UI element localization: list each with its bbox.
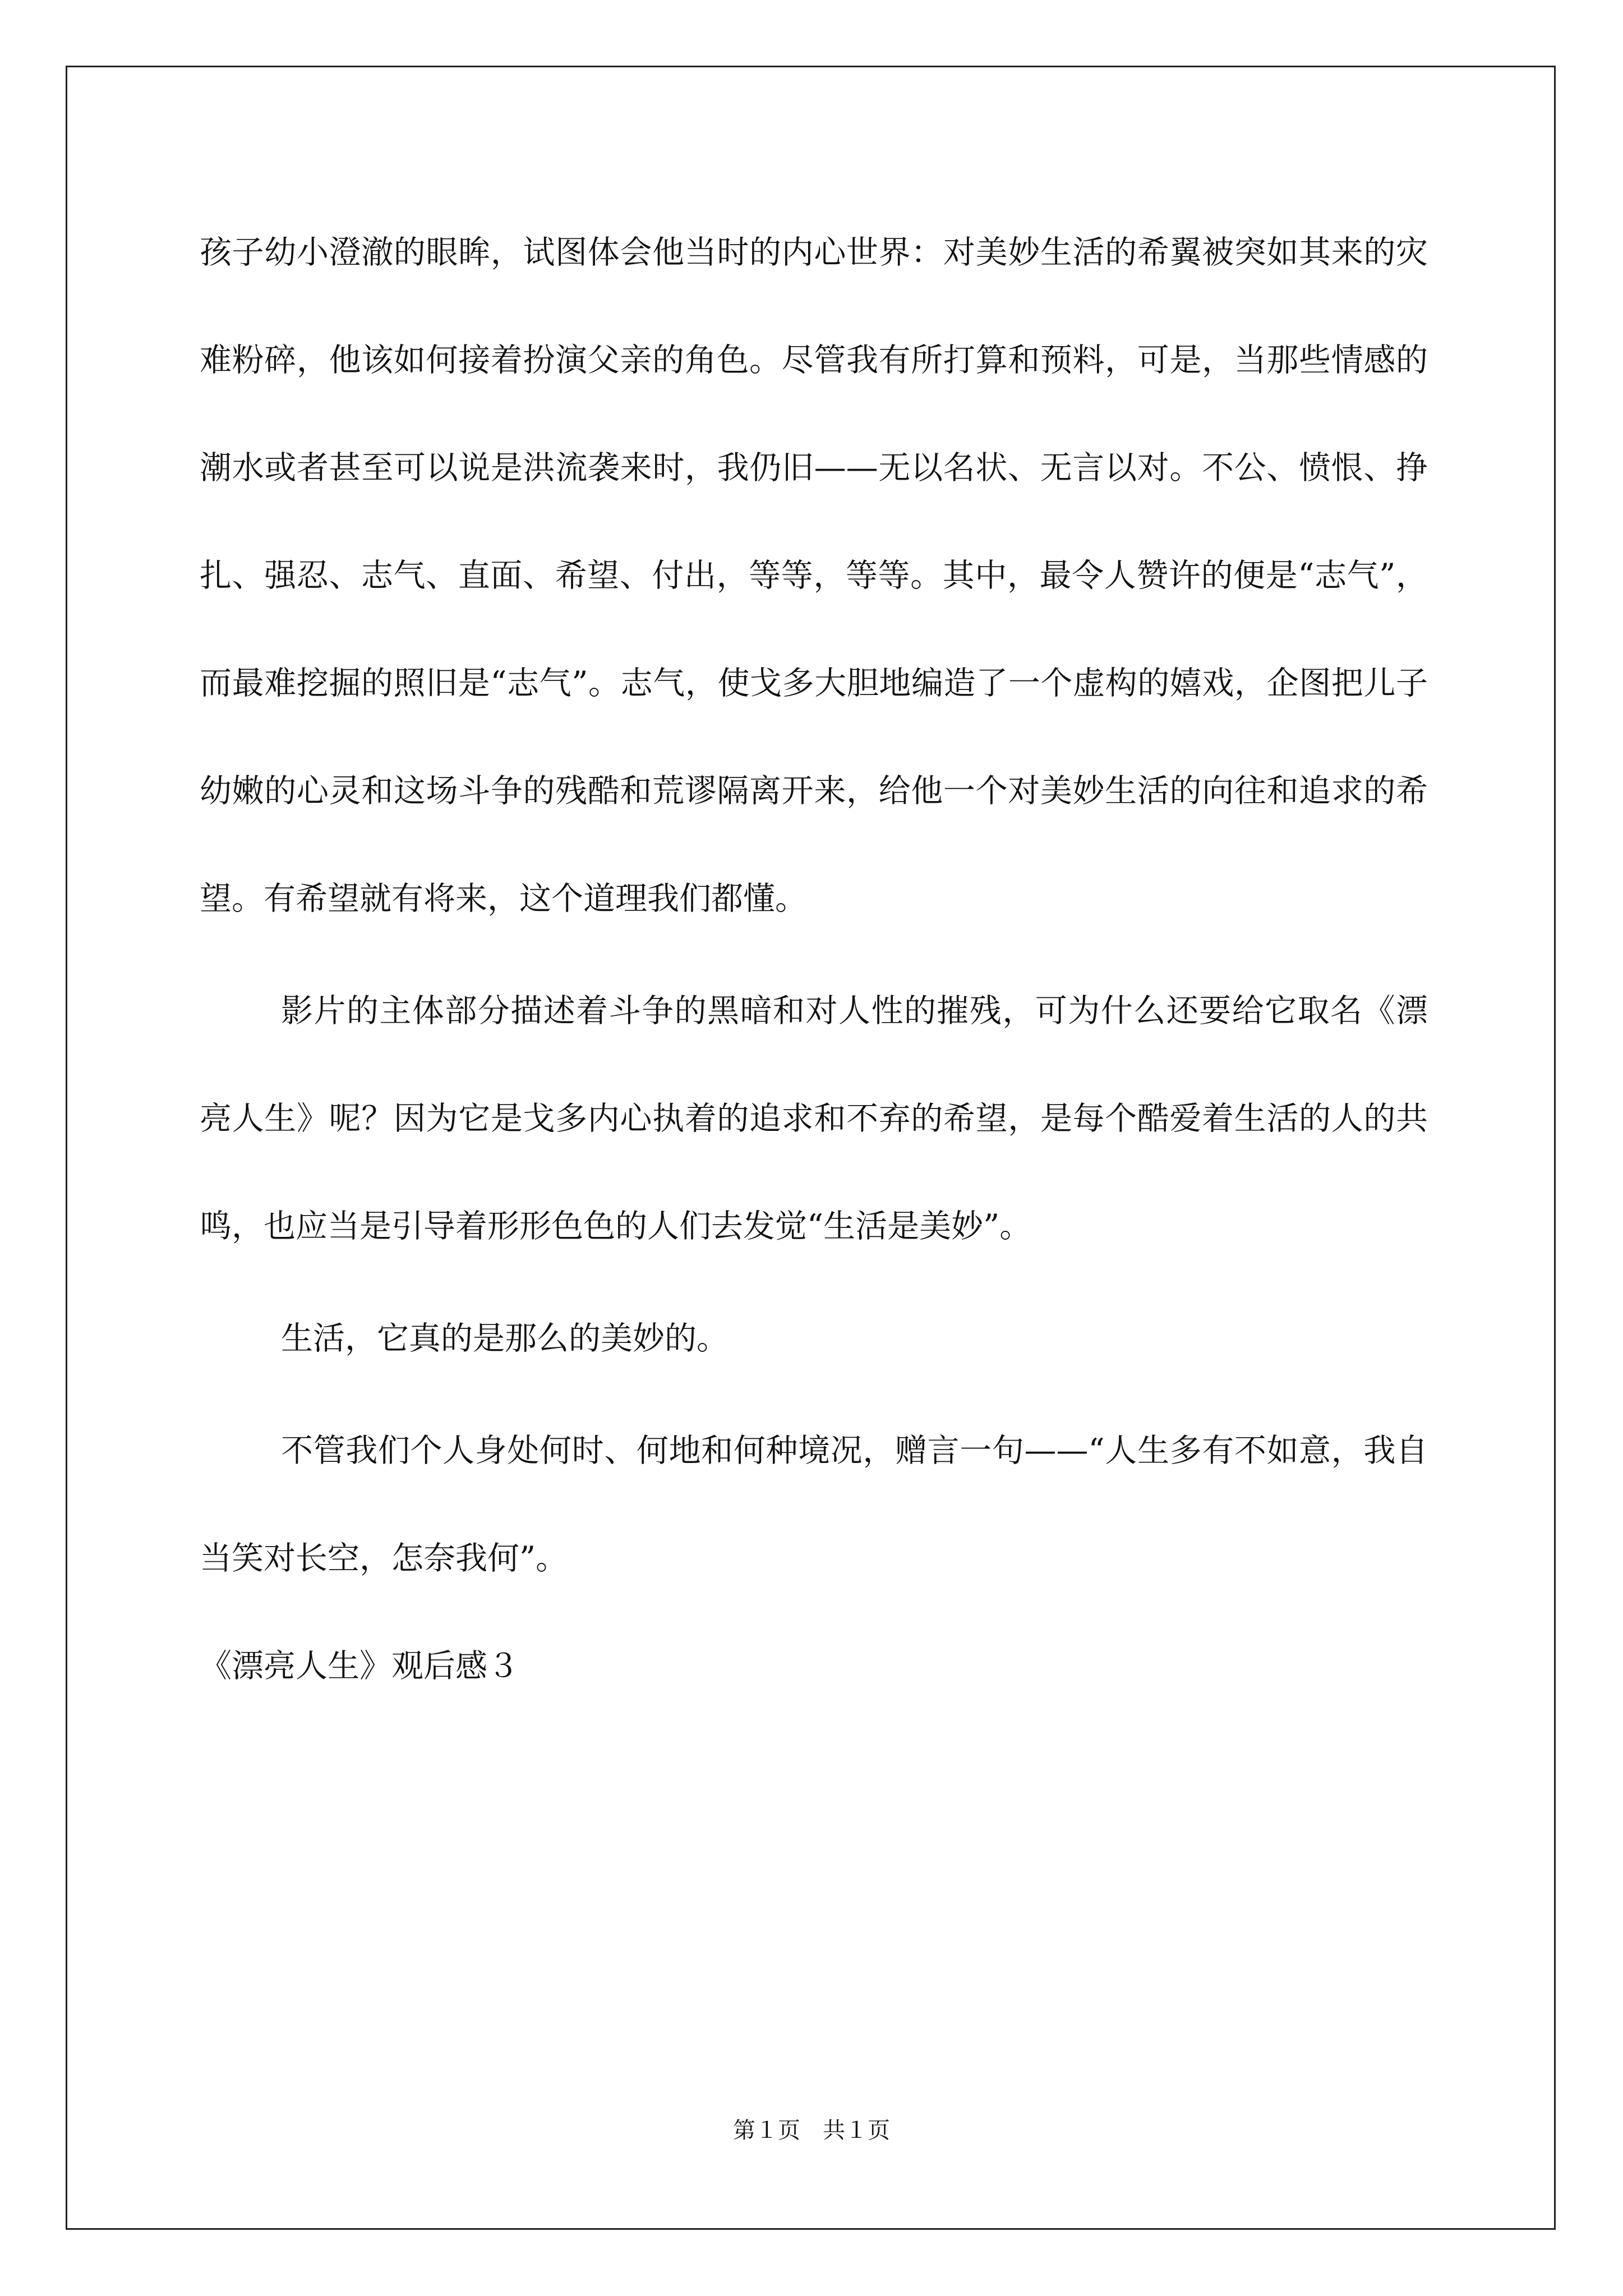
paragraph-4: 不管我们个人身处何时、何地和何种境况，赠言一句——“人生多有不如意，我自当笑对长空，怎奈我何”。 [200, 1432, 1428, 1577]
document-body [200, 202, 1428, 1720]
paragraph-1: 孩子幼小澄澈的眼眸，试图体会他当时的内心世界：对美妙生活的希翼被突如其来的灾难粉碎，他该如何接着扮演父亲的角色。尽管我有所打算和预料，可是，当那些情感的潮水或者甚至可以说是洪流袭来时，我仍旧——无以名状、无言以对。不公、愤恨、挣扎、强忍、志气、直面、希望、付出，等等，等等。其中，最令人赞许的便是“志气”，而最难挖掘的照旧是“志气”。志气，使戈多大胆地编造了一个虚构的嬉戏，企图把儿子幼嫩的心灵和这场斗争的残酷和荒谬隔离开来，给他一个对美妙生活的向往和追求的希望。有希望就有将来，这个道理我们都懂。 [200, 234, 1428, 917]
paragraph-3: 生活，它真的是那么的美妙的。 [281, 1320, 728, 1357]
page-number-footer: 第１页 共１页 [733, 2118, 890, 2143]
paragraph-2: 影片的主体部分描述着斗争的黑暗和对人性的摧残，可为什么还要给它取名《漂亮人生》呢？因为它是戈多内心执着的追求和不弃的希望，是每个酷爱着生活的人的共鸣，也应当是引导着形形色色的人们去发觉“生活是美妙”。 [200, 992, 1428, 1245]
section-heading: 《漂亮人生》观后感３ [200, 1648, 519, 1685]
